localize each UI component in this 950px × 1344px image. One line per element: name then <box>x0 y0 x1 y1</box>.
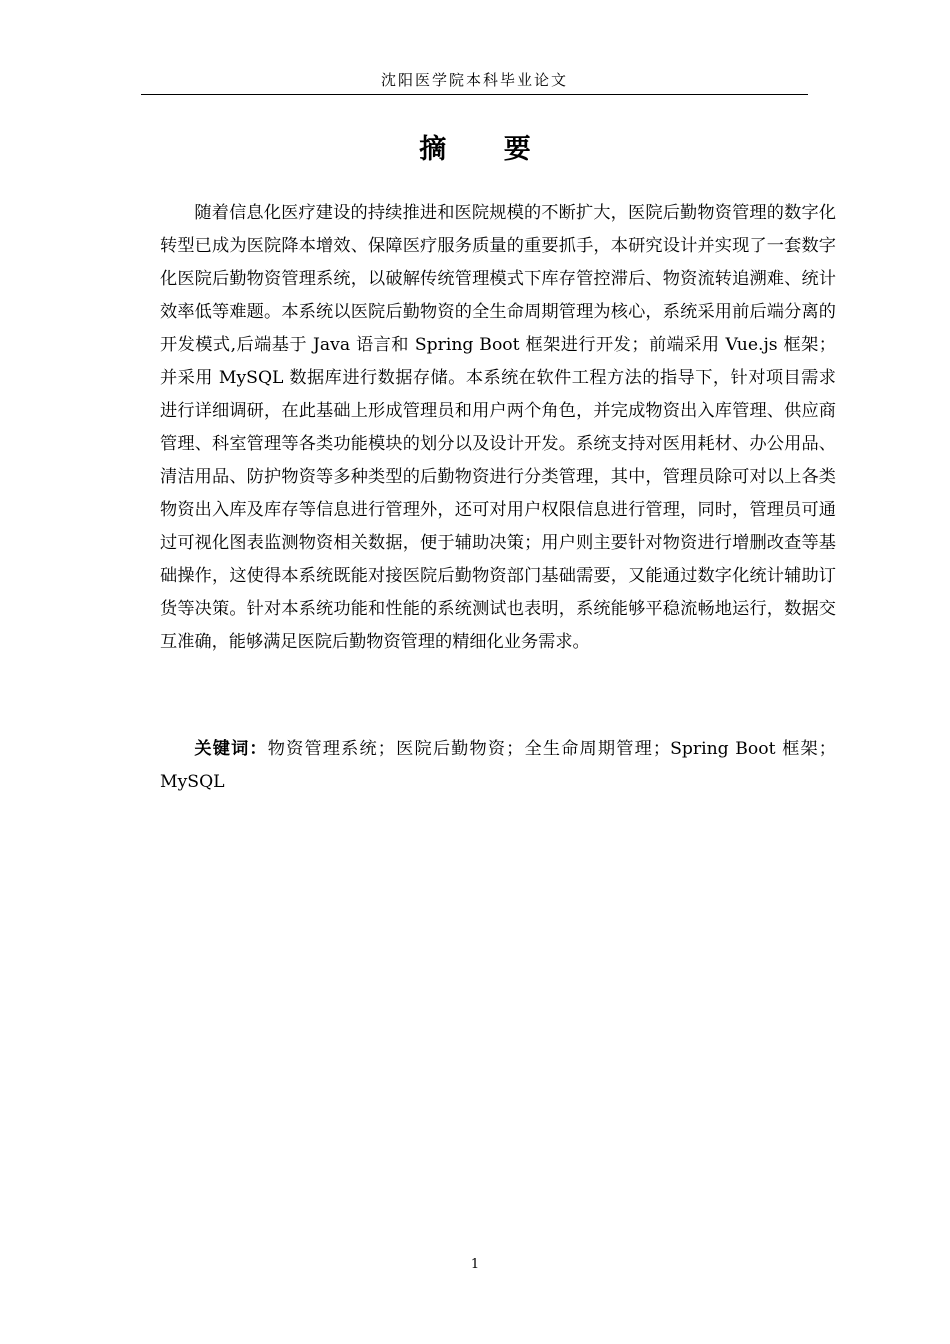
abstract-title: 摘 要 <box>419 134 555 165</box>
abstract-body: 随着信息化医疗建设的持续推进和医院规模的不断扩大，医院后勤物资管理的数字化转型已成为医院降本增效、保障医疗服务质量的重要抓手，本研究设计并实现了一套数字化医院后勤物资管理系统，以破解传统管理模式下库存管控滞后、物资流转追溯难、统计效率低等难题。本系统以医院后勤物资的全生命周期管理为核心，系统采用前后端分离的开发模式,后端基于 Java 语言和 Spring Boot 框架进行开发；前端采用 Vue.js 框架；并采用 MySQL 数据库进行数据存储。本系统在软件工程方法的指导下，针对项目需求进行详细调研，在此基础上形成管理员和用户两个角色，并完成物资出入库管理、供应商管理、科室管理等各类功能模块的划分以及设计开发。系统支持对医用耗材、办公用品、清洁用品、防护物资等多种类型的后勤物资进行分类管理，其中，管理员除可对以上各类物资出入库及库存等信息进行管理外，还可对用户权限信息进行管理，同时，管理员可通过可视化图表监测物资相关数据，便于辅助决策；用户则主要针对物资进行增删改查等基础操作，这使得本系统既能对接医院后勤物资部门基础需要，又能通过数字化统计辅助订货等决策。针对本系统功能和性能的系统测试也表明，系统能够平稳流畅地运行，数据交互准确，能够满足医院后勤物资管理的精细化业务需求。 <box>160 203 836 652</box>
page-number: 1 <box>470 1257 480 1272</box>
keywords-text: 物资管理系统；医院后勤物资；全生命周期管理；Spring Boot 框架；MySQL <box>160 739 836 792</box>
running-header: 沈阳医学院本科毕业论文 <box>141 68 808 95</box>
keywords-paragraph <box>160 733 836 799</box>
keywords-label: 关键词： <box>194 739 268 759</box>
